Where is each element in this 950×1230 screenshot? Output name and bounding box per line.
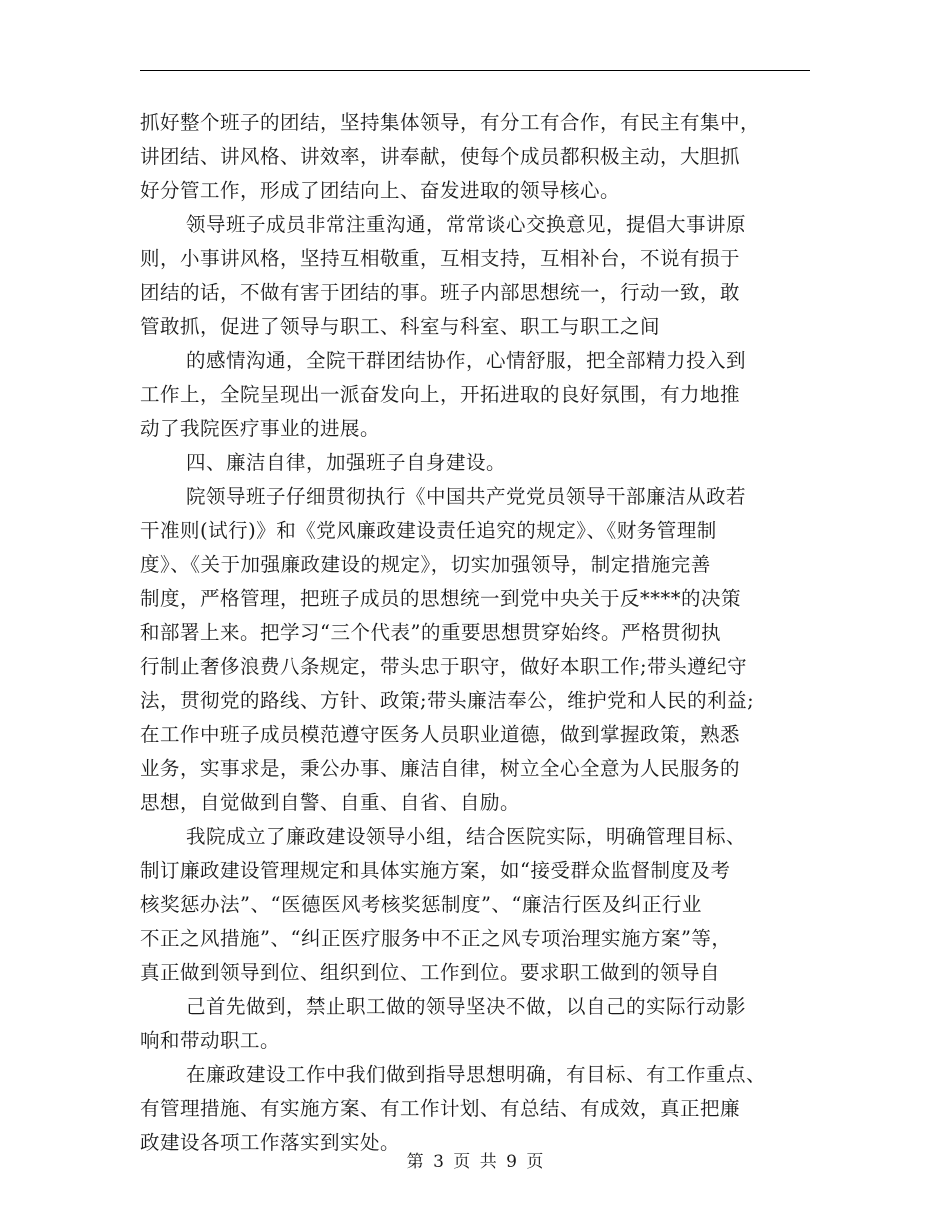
text-line: 制度，严格管理，把班子成员的思想统一到党中央关于反****的决策 (140, 587, 742, 610)
text-line: 不正之风措施”、“纠正医疗服务中不正之风专项治理实施方案”等， (140, 927, 732, 950)
text-line: 己首先做到，禁止职工做的领导坚决不做，以自己的实际行动影 (186, 995, 747, 1018)
text-line: 四、廉洁自律，加强班子自身建设。 (186, 451, 507, 474)
text-line: 行制止奢侈浪费八条规定，带头忠于职守，做好本职工作;带头遵纪守 (140, 655, 748, 678)
text-line: 真正做到领导到位、组织到位、工作到位。要求职工做到的领导自 (140, 961, 721, 984)
text-line: 院领导班子仔细贯彻执行《中国共产党党员领导干部廉洁从政若 (186, 485, 747, 508)
text-line: 团结的话，不做有害于团结的事。班子内部思想统一，行动一致，敢 (140, 281, 741, 304)
text-line: 法，贯彻党的路线、方针、政策;带头廉洁奉公，维护党和人民的利益; (140, 689, 755, 712)
text-line: 有管理措施、有实施方案、有工作计划、有总结、有成效，真正把廉 (140, 1097, 741, 1120)
text-line: 度》、《关于加强廉政建设的规定》，切实加强领导，制定措施完善 (140, 553, 711, 576)
text-line: 工作上，全院呈现出一派奋发向上，开拓进取的良好氛围，有力地推 (140, 383, 741, 406)
text-line: 的感情沟通，全院干群团结协作，心情舒服，把全部精力投入到 (186, 349, 747, 372)
text-line: 政建设各项工作落实到实处。 (140, 1131, 401, 1154)
text-line: 则，小事讲风格，坚持互相敬重，互相支持，互相补台，不说有损于 (140, 247, 741, 270)
text-line: 领导班子成员非常注重沟通，常常谈心交换意见，提倡大事讲原 (186, 213, 747, 236)
text-line: 在廉政建设工作中我们做到指导思想明确，有目标、有工作重点、 (186, 1063, 767, 1086)
document-body (140, 106, 820, 1160)
text-line: 动了我院医疗事业的进展。 (140, 417, 381, 440)
text-line: 核奖惩办法”、“医德医风考核奖惩制度”、“廉洁行医及纠正行业 (140, 893, 702, 916)
text-line: 讲团结、讲风格、讲效率，讲奉献，使每个成员都积极主动，大胆抓 (140, 145, 741, 168)
text-line: 在工作中班子成员模范遵守医务人员职业道德，做到掌握政策，熟悉 (140, 723, 741, 746)
text-line: 和部署上来。把学习“三个代表”的重要思想贯穿始终。严格贯彻执 (140, 621, 721, 644)
text-line: 我院成立了廉政建设领导小组，结合医院实际，明确管理目标、 (186, 825, 747, 848)
text-line: 好分管工作，形成了团结向上、奋发进取的领导核心。 (140, 179, 621, 202)
text-line: 抓好整个班子的团结，坚持集体领导，有分工有合作，有民主有集中， (140, 111, 761, 134)
text-line: 思想，自觉做到自警、自重、自省、自励。 (140, 791, 521, 814)
text-line: 制订廉政建设管理规定和具体实施方案，如“接受群众监督制度及考 (140, 859, 731, 882)
text-line: 管敢抓，促进了领导与职工、科室与科室、职工与职工之间 (140, 315, 661, 338)
text-line: 业务，实事求是，秉公办事、廉洁自律，树立全心全意为人民服务的 (140, 757, 741, 780)
text-line: 干准则(试行)》和《党风廉政建设责任追究的规定》、《财务管理制 (140, 519, 717, 542)
text-line: 响和带动职工。 (140, 1029, 281, 1052)
page-number: 第 3 页 共 9 页 (406, 1152, 544, 1172)
header-rule (140, 70, 810, 71)
